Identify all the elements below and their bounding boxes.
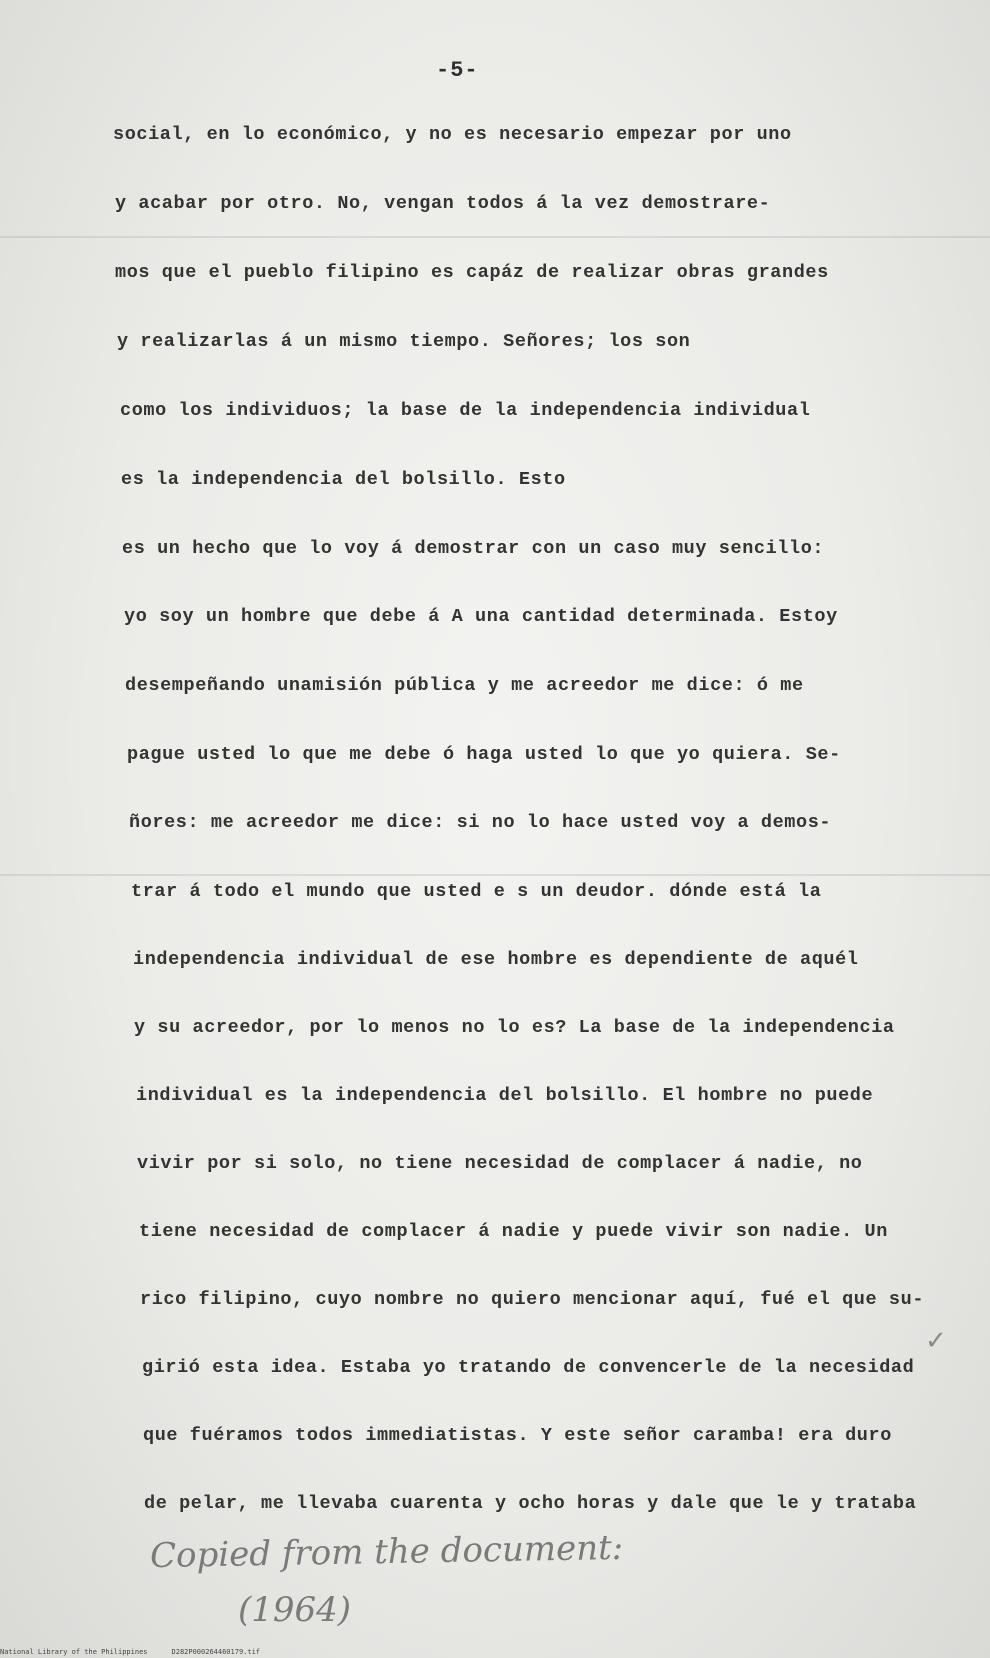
text-line: y su acreedor, por lo menos no lo es? La base de la independencia [134,1017,895,1038]
handwritten-note: Copied from the document: [149,1527,624,1577]
file-name: D282P000264460179.tif [171,1648,261,1656]
check-mark-icon: ✓ [925,1326,947,1356]
text-line: individual es la independencia del bolsillo. El hombre no puede [136,1085,874,1106]
text-line: social, en lo económico, y no es necesario empezar por uno [113,124,792,145]
text-line: desempeñando unamisión pública y me acreedor me dice: ó me [125,675,804,696]
page-number: -5- [436,58,479,83]
text-line: yo soy un hombre que debe á A una cantidad determinada. Estoy [124,606,838,627]
text-line: y realizarlas á un mismo tiempo. Señores; los son [117,331,691,352]
text-line: ñores: me acreedor me dice: si no lo hace usted voy a demos- [129,812,832,833]
text-line: girió esta idea. Estaba yo tratando de convencerle de la necesidad [142,1357,915,1378]
text-line: y acabar por otro. No, vengan todos á la vez demostrare- [115,193,771,214]
text-line: independencia individual de ese hombre es dependiente de aquél [133,949,859,970]
text-line: tiene necesidad de complacer á nadie y puede vivir son nadie. Un [139,1221,888,1242]
text-line: rico filipino, cuyo nombre no quiero mencionar aquí, fué el que su- [140,1289,925,1310]
text-line: es un hecho que lo voy á demostrar con un caso muy sencillo: [122,538,825,559]
text-line: pague usted lo que me debe ó haga usted lo que yo quiera. Se- [127,744,841,765]
library-name: National Library of the Philippines [0,1648,148,1656]
text-line: como los individuos; la base de la independencia individual [120,400,811,421]
text-line: trar á todo el mundo que usted e s un deudor. dónde está la [131,881,822,902]
handwritten-year: (1964) [238,1590,352,1630]
text-line: mos que el pueblo filipino es capáz de realizar obras grandes [115,262,829,283]
text-line: vivir por si solo, no tiene necesidad de complacer á nadie, no [137,1153,863,1174]
text-line: que fuéramos todos immediatistas. Y este señor caramba! era duro [143,1425,892,1446]
text-line: es la independencia del bolsillo. Esto [121,469,566,490]
text-line: de pelar, me llevaba cuarenta y ocho horas y dale que le y trataba [144,1493,917,1514]
scan-footer [0,1648,260,1656]
